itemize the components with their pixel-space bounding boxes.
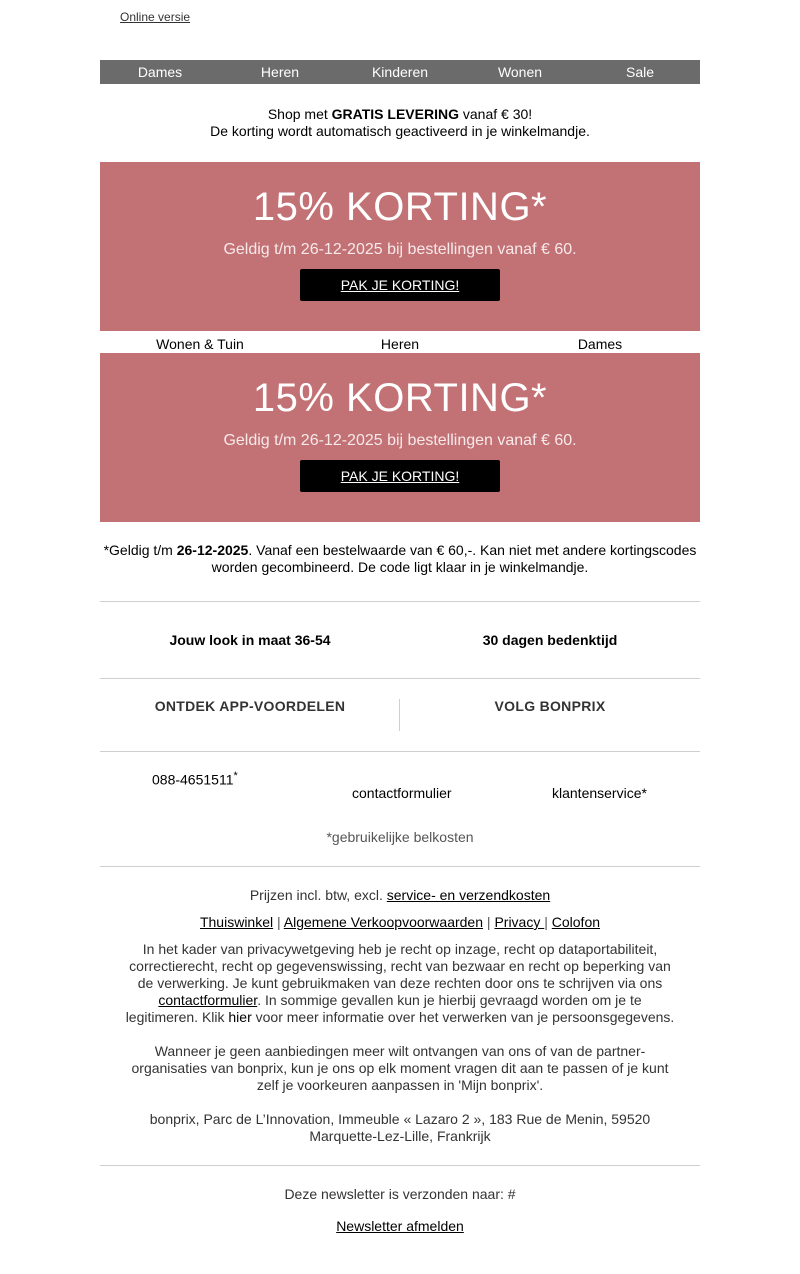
- app-follow-row: [100, 698, 700, 714]
- promo-validity: Geldig t/m 26-12-2025 bij bestellingen vanaf € 60.: [223, 241, 577, 258]
- claim-discount-button[interactable]: PAK JE KORTING!: [300, 269, 500, 301]
- shipping-costs-link[interactable]: service- en verzendkosten: [386, 887, 551, 903]
- usp-row: [100, 632, 700, 648]
- link-separator: |: [277, 914, 281, 930]
- customer-service-link[interactable]: klantenservice*: [552, 785, 647, 801]
- call-cost-note: *gebruikelijke belkosten: [326, 829, 474, 845]
- promo-headline: 15% KORTING*: [252, 185, 548, 229]
- terms-conditions-link[interactable]: Algemene Verkoopvoorwaarden: [283, 914, 484, 930]
- link-separator: |: [544, 914, 548, 930]
- discount-terms: [100, 542, 700, 576]
- terms-date: 26-12-2025: [176, 542, 249, 558]
- online-version-link[interactable]: Online versie: [120, 10, 191, 24]
- divider: [100, 866, 700, 867]
- usp-return-period: 30 dagen bedenktijd: [482, 632, 618, 648]
- nav-item-wonen[interactable]: Wonen: [497, 64, 543, 80]
- terms-prefix: *Geldig t/m: [103, 542, 177, 558]
- divider: [100, 751, 700, 752]
- nav-item-heren[interactable]: Heren: [260, 64, 300, 80]
- shipping-suffix: vanaf € 30!: [458, 106, 533, 122]
- promo-headline: 15% KORTING*: [252, 376, 548, 420]
- phone-number[interactable]: [152, 770, 238, 788]
- nav-item-dames[interactable]: Dames: [137, 64, 183, 80]
- promo-validity: Geldig t/m 26-12-2025 bij bestellingen vanaf € 60.: [223, 432, 577, 449]
- legal-links: [100, 914, 700, 930]
- nav-item-sale[interactable]: Sale: [625, 64, 655, 80]
- category-dames[interactable]: Dames: [577, 336, 623, 352]
- unsubscribe-link[interactable]: Newsletter afmelden: [336, 1218, 464, 1234]
- divider: [100, 678, 700, 679]
- follow-bonprix-link[interactable]: VOLG BONPRIX: [494, 698, 606, 714]
- free-shipping-banner: [100, 106, 700, 140]
- contact-row: [100, 770, 700, 810]
- legal-text: [100, 941, 700, 1162]
- divider: [100, 601, 700, 602]
- privacy-contact-form-link[interactable]: contactformulier: [158, 992, 258, 1008]
- shipping-note: De korting wordt automatisch geactiveerd in je winkelmandje.: [210, 123, 590, 139]
- privacy-text: . In sommige gevallen kun je hierbij gevraagd worden om je te legitimeren. Klik: [125, 992, 642, 1025]
- price-info: [100, 887, 700, 903]
- sent-to-notice: Deze newsletter is verzonden naar: #: [284, 1186, 516, 1202]
- vertical-divider: [399, 699, 400, 731]
- terms-suffix: . Vanaf een bestelwaarde van € 60,-. Kan niet met andere kortingscodes worden gecombineerd. De code ligt klaar in je winkelmandje.: [211, 542, 697, 575]
- company-address: bonprix, Parc de L’Innovation, Immeuble « Lazaro 2 », 183 Rue de Menin, 59520 Marquette-Lez-Lille, Frankrijk: [149, 1111, 651, 1144]
- colofon-link[interactable]: Colofon: [551, 914, 601, 930]
- claim-discount-button[interactable]: PAK JE KORTING!: [300, 460, 500, 492]
- shipping-highlight: GRATIS LEVERING: [331, 106, 459, 122]
- privacy-info-link[interactable]: hier: [228, 1009, 252, 1025]
- thuiswinkel-link[interactable]: Thuiswinkel: [199, 914, 274, 930]
- contact-form-link[interactable]: contactformulier: [352, 785, 452, 801]
- shipping-prefix: Shop met: [267, 106, 332, 122]
- unsubscribe-row: [100, 1218, 700, 1234]
- link-separator: |: [486, 914, 491, 930]
- phone-number-text: 088-4651511: [152, 771, 234, 788]
- privacy-text: voor meer informatie over het verwerken van je persoonsgegevens.: [251, 1009, 675, 1025]
- privacy-link[interactable]: Privacy: [494, 914, 545, 930]
- category-heren[interactable]: Heren: [380, 336, 420, 352]
- category-links: [100, 335, 700, 353]
- privacy-paragraph: [100, 941, 700, 1026]
- promo-banner-2[interactable]: [100, 353, 700, 522]
- divider: [100, 1165, 700, 1166]
- nav-item-kinderen[interactable]: Kinderen: [371, 64, 429, 80]
- price-info-text: Prijzen incl. btw, excl.: [249, 887, 387, 903]
- category-wonen-tuin[interactable]: Wonen & Tuin: [156, 336, 244, 352]
- promo-banner-1[interactable]: [100, 162, 700, 331]
- privacy-text: In het kader van privacywetgeving heb je recht op inzage, recht op dataportabiliteit, correctierecht, recht op gegevenswissing, recht van bezwaar en recht op beperking van de verwerking. Je kunt gebruikmaken van deze rechten door ons te schrijven via ons: [129, 941, 671, 991]
- app-benefits-link[interactable]: ONTDEK APP-VOORDELEN: [154, 698, 346, 714]
- optout-paragraph: Wanneer je geen aanbiedingen meer wilt ontvangen van ons of van de partner-organisaties van bonprix, kun je ons op elk moment vragen dit aan te passen of je kunt zelf je voorkeuren aanpassen in 'Mijn bonprix'.: [131, 1043, 669, 1093]
- category-nav: [100, 60, 700, 84]
- usp-sizes: Jouw look in maat 36-54: [169, 632, 331, 648]
- phone-footnote-mark: *: [233, 770, 238, 782]
